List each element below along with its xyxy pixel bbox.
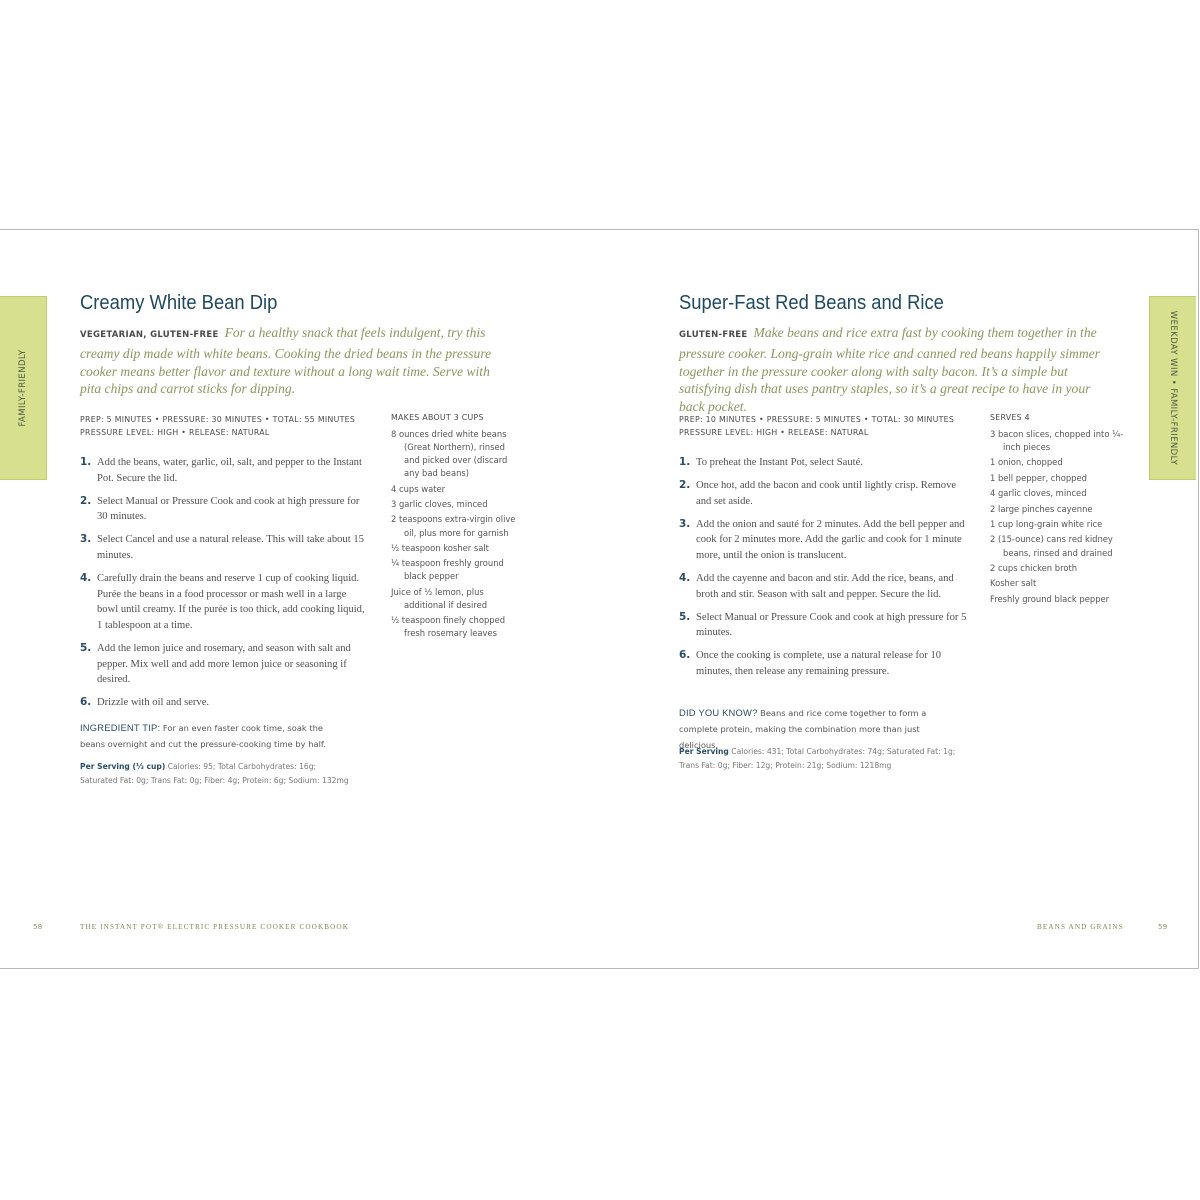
step-number: 4. xyxy=(679,572,691,585)
running-head-right: BEANS AND GRAINS xyxy=(1037,923,1124,931)
yield-right: SERVES 4 xyxy=(990,413,1030,422)
nutrition-right xyxy=(679,745,959,773)
ingredient-item: 1 cup long-grain white rice xyxy=(990,519,1103,530)
ingredient-item: Juice of ½ lemon, plus additional if desired xyxy=(391,586,488,610)
step-number: 6. xyxy=(80,696,92,709)
ingredient-item: 3 bacon slices, chopped into ¼-inch pieces xyxy=(990,429,1124,453)
step-item xyxy=(80,494,370,525)
step-text: Once hot, add the bacon and cook until lightly crisp. Remove and set aside. xyxy=(696,480,957,507)
recipe-title-left: Creamy White Bean Dip xyxy=(80,292,278,314)
step-list-left xyxy=(80,455,370,718)
step-number: 5. xyxy=(80,641,92,654)
recipe-tags-left: VEGETARIAN, GLUTEN-FREE xyxy=(80,330,219,340)
ingredient-list-left xyxy=(391,428,521,643)
step-text: Once the cooking is complete, use a natural release for 10 minutes, then release any remaining pressure. xyxy=(696,650,942,678)
meta-pressure-left: PRESSURE LEVEL: HIGH • RELEASE: NATURAL xyxy=(80,428,270,437)
ingredient-item: ¼ teaspoon freshly ground black pepper xyxy=(391,558,504,582)
recipe-tags-right: GLUTEN-FREE xyxy=(679,330,748,340)
ingredient-item: 4 cups water xyxy=(391,483,446,494)
step-item xyxy=(679,478,969,509)
yield-left: MAKES ABOUT 3 CUPS xyxy=(391,413,484,422)
step-text: Drizzle with oil and serve. xyxy=(97,697,210,709)
intro-text-right: Make beans and rice extra fast by cooking them together in the pressure cooker. Long-grain white rice and canned red beans happily simmer together in the pressure cooker along with salty bacon. It’s a simple but satisfying dish that uses pantry staples, so it’s a great recipe to have in your back pocket. xyxy=(679,325,1100,415)
nutrition-text-left: Calories: 95; Total Carbohydrates: 16g; Saturated Fat: 0g; Trans Fat: 0g; Fiber: 4g; Protein: 6g; Sodium: 132mg xyxy=(80,762,349,785)
nutrition-text-right: Calories: 431; Total Carbohydrates: 74g; Saturated Fat: 1g; Trans Fat: 0g; Fiber: 12g; Protein: 21g; Sodium: 1218mg xyxy=(679,747,956,770)
ingredient-item: 1 bell pepper, chopped xyxy=(990,472,1087,483)
step-number: 6. xyxy=(679,649,691,662)
nutrition-label-left: Per Serving (⅓ cup) xyxy=(80,762,166,771)
recipe-intro-left xyxy=(80,324,500,398)
step-item xyxy=(80,571,370,633)
step-number: 4. xyxy=(80,572,92,585)
tip-label-right: DID YOU KNOW? xyxy=(679,707,758,718)
step-text: Select Manual or Pressure Cook and cook at high pressure for 5 minutes. xyxy=(696,611,967,639)
tip-text-left: For an even faster cook time, soak the beans overnight and cut the pressure-cooking time by half. xyxy=(80,723,326,749)
step-item xyxy=(679,610,969,641)
step-item xyxy=(679,455,969,471)
step-number: 3. xyxy=(679,517,691,530)
ingredient-item: 1 onion, chopped xyxy=(990,457,1063,468)
step-item xyxy=(80,695,370,711)
step-item xyxy=(80,641,370,688)
recipe-meta-left xyxy=(80,413,355,439)
step-number: 1. xyxy=(80,456,92,468)
ingredient-item: Kosher salt xyxy=(990,578,1037,589)
ingredient-item: ½ teaspoon finely chopped fresh rosemary leaves xyxy=(391,615,506,639)
ingredient-item: 2 cups chicken broth xyxy=(990,562,1078,573)
ingredient-tip xyxy=(80,720,350,753)
step-text: Add the onion and sauté for 2 minutes. Add the bell pepper and cook for 2 minutes more. Add the garlic and cook for 1 minute more, until the onion is translucent. xyxy=(696,518,965,561)
meta-times-left: PREP: 5 MINUTES • PRESSURE: 30 MINUTES • TOTAL: 55 MINUTES xyxy=(80,415,356,424)
ingredient-item: 2 teaspoons extra-virgin olive oil, plus more for garnish xyxy=(391,514,516,538)
page-number-right: 59 xyxy=(1158,922,1168,931)
step-text: To preheat the Instant Pot, select Sauté. xyxy=(696,457,863,468)
step-item xyxy=(80,532,370,563)
ingredient-item: ½ teaspoon kosher salt xyxy=(391,542,489,553)
step-list-right xyxy=(679,455,969,687)
step-number: 5. xyxy=(679,610,691,623)
ingredient-item: 3 garlic cloves, minced xyxy=(391,499,488,510)
step-number: 1. xyxy=(679,456,691,468)
tip-text-right: Beans and rice come together to form a complete protein, making the combination more than just delicious. xyxy=(679,708,927,750)
step-item xyxy=(679,517,969,564)
side-tab-left xyxy=(0,296,47,480)
running-head-left: THE INSTANT POT® ELECTRIC PRESSURE COOKER COOKBOOK xyxy=(80,923,349,931)
recipe-title-right: Super-Fast Red Beans and Rice xyxy=(679,292,944,314)
recipe-intro-right xyxy=(679,324,1119,416)
ingredient-item: Freshly ground black pepper xyxy=(990,593,1110,604)
step-text: Select Manual or Pressure Cook and cook at high pressure for 30 minutes. xyxy=(97,495,360,523)
step-number: 2. xyxy=(80,494,92,507)
step-text: Carefully drain the beans and reserve 1 cup of cooking liquid. Purée the beans in a food processor or mash well in a large bowl until creamy. If the purée is too thick, add cooking liquid, 1 tablespoon at a time. xyxy=(97,573,365,631)
step-text: Add the lemon juice and rosemary, and season with salt and pepper. Mix well and add more lemon juice or seasoning if desired. xyxy=(97,642,351,686)
step-number: 2. xyxy=(679,479,691,492)
tip-label-left: INGREDIENT TIP: xyxy=(80,722,161,733)
recipe-meta-right xyxy=(679,413,954,439)
step-text: Select Cancel and use a natural release. This will take about 15 minutes. xyxy=(97,534,364,561)
step-text: Add the cayenne and bacon and stir. Add the rice, beans, and broth and stir. Season with salt and pepper. Secure the lid. xyxy=(696,573,954,600)
ingredient-item: 2 large pinches cayenne xyxy=(990,503,1093,514)
intro-text-left: For a healthy snack that feels indulgent, try this creamy dip made with white beans. Cooking the dried beans in the pressure cooker means better flavor and texture without a long wait time. Serve with pita chips and carrot sticks for dipping. xyxy=(80,325,492,397)
step-item xyxy=(679,571,969,602)
nutrition-left xyxy=(80,760,350,788)
ingredient-item: 2 (15-ounce) cans red kidney beans, rinsed and drained xyxy=(990,534,1113,558)
nutrition-label-right: Per Serving xyxy=(679,747,729,756)
page-number-left: 58 xyxy=(33,922,43,931)
step-item xyxy=(80,455,370,486)
side-tab-left-label: FAMILY-FRIENDLY xyxy=(18,349,28,427)
ingredient-item: 4 garlic cloves, minced xyxy=(990,488,1087,499)
ingredient-list-right xyxy=(990,428,1125,608)
step-item xyxy=(679,648,969,679)
step-number: 3. xyxy=(80,533,92,546)
side-tab-right-label: WEEKDAY WIN • FAMILY-FRIENDLY xyxy=(1168,310,1178,466)
meta-pressure-right: PRESSURE LEVEL: HIGH • RELEASE: NATURAL xyxy=(679,428,869,437)
ingredient-item: 8 ounces dried white beans (Great Northern), rinsed and picked over (discard any bad beans) xyxy=(391,429,508,479)
step-text: Add the beans, water, garlic, oil, salt, and pepper to the Instant Pot. Secure the lid. xyxy=(97,457,362,484)
meta-times-right: PREP: 10 MINUTES • PRESSURE: 5 MINUTES • TOTAL: 30 MINUTES xyxy=(679,415,955,424)
side-tab-right xyxy=(1149,296,1196,480)
